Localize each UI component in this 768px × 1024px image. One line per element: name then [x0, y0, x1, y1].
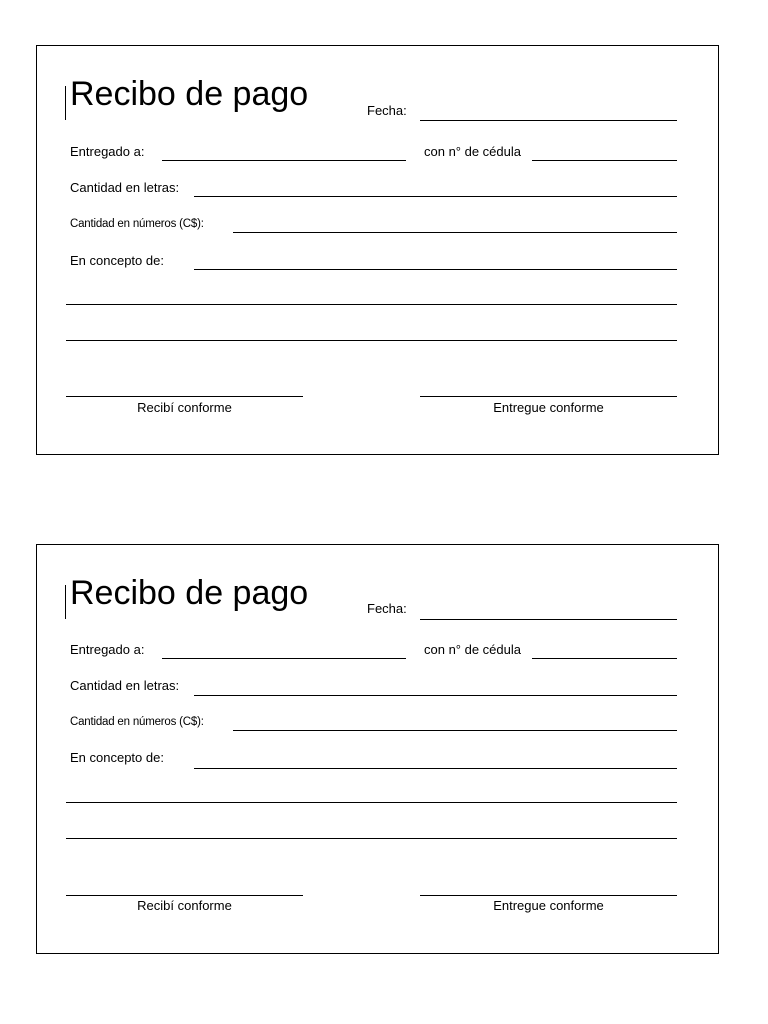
concepto-field-line-2[interactable] [66, 802, 677, 803]
receipt-form-2 [36, 544, 719, 954]
entregue-signature-line[interactable] [420, 396, 677, 397]
concepto-field-line-2[interactable] [66, 304, 677, 305]
cedula-field[interactable] [532, 160, 677, 161]
cantidad-letras-label: Cantidad en letras: [70, 180, 180, 195]
receipt-form-1 [36, 45, 719, 455]
cantidad-numeros-label: Cantidad en números (C$): [70, 218, 204, 230]
concepto-field[interactable] [194, 269, 677, 270]
fecha-field[interactable] [420, 120, 677, 121]
receipt-title: Recibo de pago [70, 574, 309, 612]
concepto-label: En concepto de: [70, 253, 164, 268]
cantidad-letras-field[interactable] [194, 695, 677, 696]
recibi-signature-line[interactable] [66, 895, 303, 896]
recibi-label: Recibí conforme [137, 898, 232, 913]
entregado-field[interactable] [162, 658, 406, 659]
cantidad-numeros-field[interactable] [233, 730, 677, 731]
concepto-field-line-3[interactable] [66, 340, 677, 341]
fecha-label: Fecha: [367, 601, 407, 616]
entregue-label: Entregue conforme [493, 400, 604, 415]
entregue-signature-line[interactable] [420, 895, 677, 896]
concepto-field[interactable] [194, 768, 677, 769]
recibi-signature-line[interactable] [66, 396, 303, 397]
concepto-label: En concepto de: [70, 750, 164, 765]
cantidad-numeros-field[interactable] [233, 232, 677, 233]
entregado-label: Entregado a: [70, 642, 145, 657]
fecha-label: Fecha: [367, 103, 407, 118]
entregado-field[interactable] [162, 160, 406, 161]
concepto-field-line-3[interactable] [66, 838, 677, 839]
cantidad-numeros-label: Cantidad en números (C$): [70, 716, 204, 728]
cedula-field[interactable] [532, 658, 677, 659]
cantidad-letras-label: Cantidad en letras: [70, 678, 180, 693]
fecha-field[interactable] [420, 619, 677, 620]
recibi-label: Recibí conforme [137, 400, 232, 415]
receipt-title: Recibo de pago [70, 75, 309, 113]
entregue-label: Entregue conforme [493, 898, 604, 913]
text-cursor [65, 585, 66, 619]
entregado-label: Entregado a: [70, 144, 145, 159]
cantidad-letras-field[interactable] [194, 196, 677, 197]
cedula-label: con n° de cédula [424, 144, 521, 159]
text-cursor [65, 86, 66, 120]
cedula-label: con n° de cédula [424, 642, 521, 657]
